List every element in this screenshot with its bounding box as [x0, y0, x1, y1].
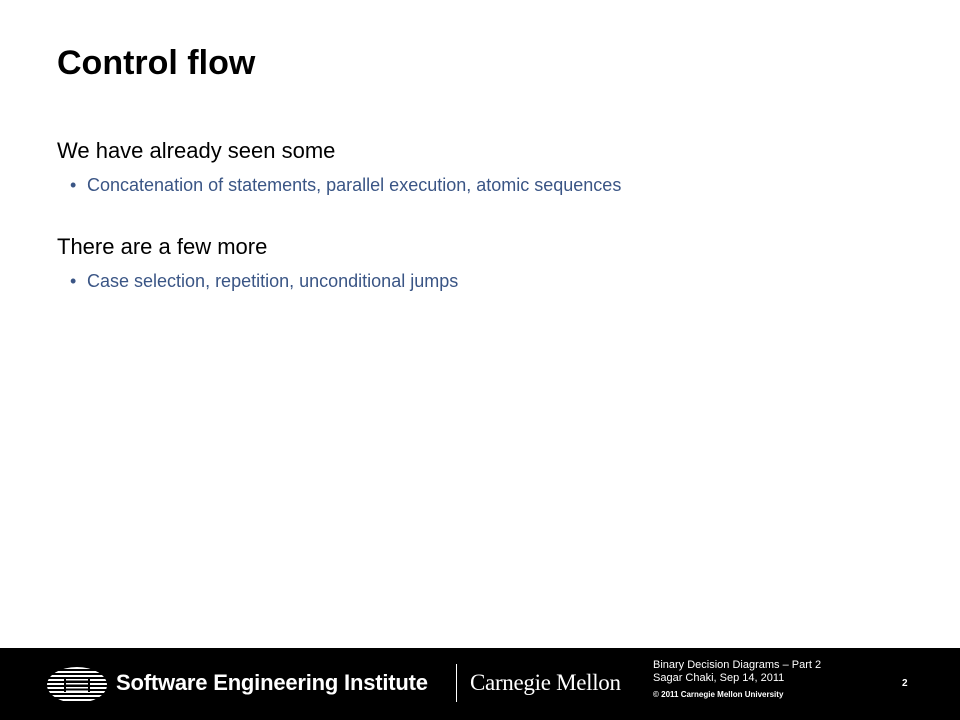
bullet-item	[57, 268, 917, 294]
bullet-text: Case selection, repetition, unconditional jumps	[87, 271, 459, 291]
cmu-wordmark: Carnegie Mellon	[470, 670, 621, 695]
bullet-list	[57, 268, 917, 294]
footer-info	[653, 659, 821, 700]
bullet-dot-icon: •	[70, 271, 77, 291]
bullet-list	[57, 172, 917, 198]
deck-title: Binary Decision Diagrams – Part 2	[653, 659, 822, 671]
page-number: 2	[902, 678, 908, 689]
bullet-dot-icon: •	[70, 175, 77, 195]
bullet-text: Concatenation of statements, parallel execution, atomic sequences	[87, 175, 622, 195]
copyright-notice: © 2011 Carnegie Mellon University	[653, 690, 784, 699]
content-section	[57, 136, 917, 198]
footer-bar	[0, 648, 960, 720]
bullet-item	[57, 172, 917, 198]
sei-wordmark: Software Engineering Institute	[116, 670, 428, 695]
content-section	[57, 232, 917, 294]
slide-body	[57, 136, 917, 328]
section-heading: We have already seen some	[57, 138, 336, 163]
sei-striped-globe-icon	[46, 666, 108, 704]
slide-title: Control flow	[57, 44, 256, 82]
section-heading: There are a few more	[57, 234, 268, 259]
footer-divider	[456, 664, 457, 702]
author-date: Sagar Chaki, Sep 14, 2011	[653, 672, 785, 684]
